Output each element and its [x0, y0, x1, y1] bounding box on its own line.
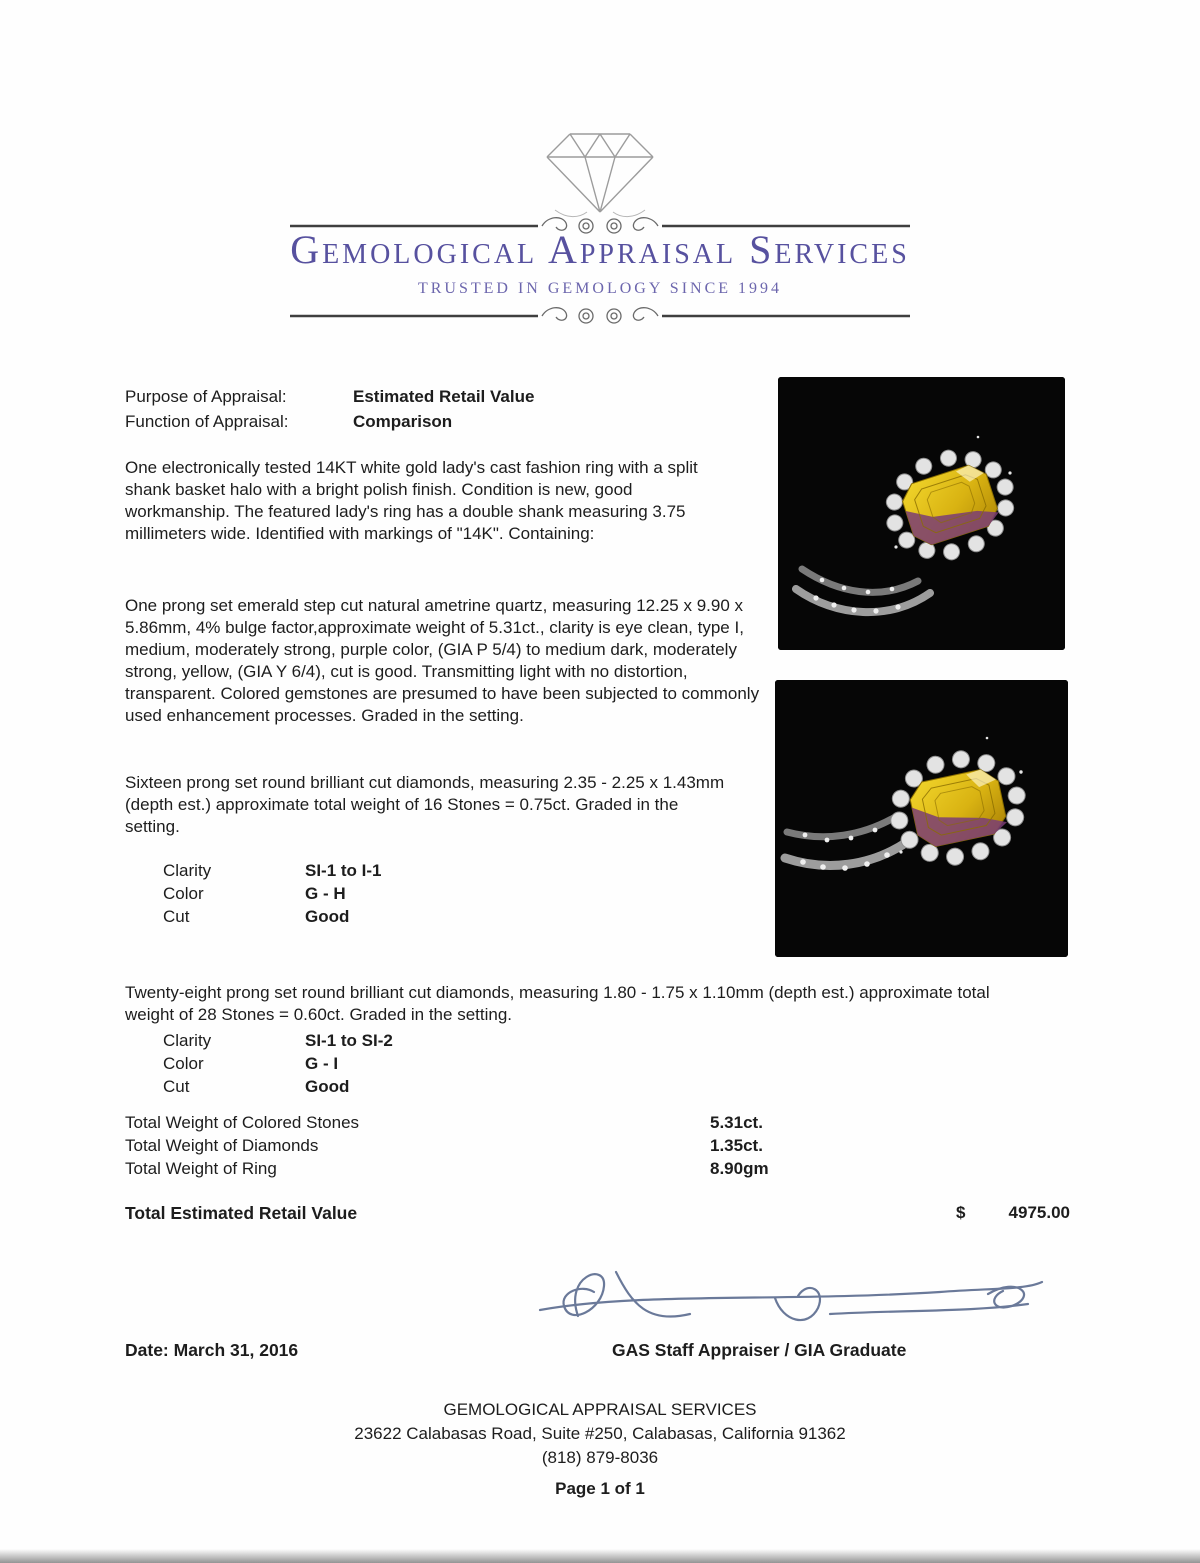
- purpose-value: Estimated Retail Value: [353, 387, 535, 406]
- brand-tagline: TRUSTED IN GEMOLOGY SINCE 1994: [417, 280, 783, 297]
- grade-row: [163, 1030, 393, 1053]
- grade-label-cut: Cut: [163, 1077, 190, 1096]
- paragraph-diamonds-16: Sixteen prong set round brilliant cut diamonds, measuring 2.35 - 2.25 x 1.43mm (depth est.) approximate total weight of 16 Stones = 0.75ct. Graded in the setting.: [125, 773, 725, 836]
- brand-title: Gemological Appraisal Services: [290, 227, 910, 272]
- paragraph-ring-description: One electronically tested 14KT white gold lady's cast fashion ring with a split shank basket halo with a bright polish finish. Condition is new, good workmanship. The featured lady's ring has a double shank measuring 3.75 millimeters wide. Identified with markings of "14K". Containing:: [125, 458, 698, 543]
- grade-label-color: Color: [163, 884, 204, 903]
- total-label-colored-stones: Total Weight of Colored Stones: [125, 1113, 360, 1132]
- grading-table-16: [163, 860, 382, 929]
- grand-total-label: Total Estimated Retail Value: [125, 1203, 358, 1223]
- total-value-diamonds: 1.35ct.: [710, 1136, 763, 1155]
- footer-page-number: Page 1 of 1: [555, 1479, 645, 1498]
- grade-label-clarity: Clarity: [163, 861, 212, 880]
- total-row: [125, 1158, 769, 1181]
- footer-company: GEMOLOGICAL APPRAISAL SERVICES: [443, 1400, 757, 1419]
- total-row: [125, 1112, 769, 1135]
- grade-value-cut: Good: [305, 907, 350, 926]
- appraiser-signature: [520, 1252, 1060, 1349]
- grand-total-amount: 4975.00: [1008, 1203, 1070, 1222]
- grade-label-clarity: Clarity: [163, 1031, 212, 1050]
- total-row: [125, 1135, 769, 1158]
- function-label: Function of Appraisal:: [125, 412, 289, 431]
- appraisal-date: Date: March 31, 2016: [125, 1340, 299, 1360]
- paragraph-center-stone: One prong set emerald step cut natural ametrine quartz, measuring 12.25 x 9.90 x 5.86mm, 4% bulge factor,approximate weight of 5.31ct., clarity is eye clean, type I, medium, moderately strong, purple color, (GIA P 5/4) to medium dark, moderately strong, yellow, (GIA Y 6/4), cut is good. Transmitting light with no distortion, transparent. Colored gemstones are presumed to have been subjected to commonly used enhancement processes. Graded in the setting.: [125, 596, 760, 725]
- total-label-ring: Total Weight of Ring: [125, 1159, 277, 1178]
- grade-row: [163, 1053, 393, 1076]
- appraiser-title: GAS Staff Appraiser / GIA Graduate: [612, 1340, 907, 1360]
- grade-label-color: Color: [163, 1054, 204, 1073]
- total-value-colored-stones: 5.31ct.: [710, 1113, 763, 1132]
- scan-edge-shadow: [0, 1549, 1200, 1563]
- appraisal-meta: [125, 386, 534, 436]
- footer-address: 23622 Calabasas Road, Suite #250, Calabasas, California 91362: [354, 1424, 846, 1443]
- grade-value-cut: Good: [305, 1077, 350, 1096]
- header-rule-bottom: [290, 302, 910, 330]
- grand-total-currency: $: [956, 1203, 966, 1222]
- grade-row: [163, 906, 382, 929]
- purpose-label: Purpose of Appraisal:: [125, 387, 287, 406]
- function-value: Comparison: [353, 412, 453, 431]
- paragraph-diamonds-28: Twenty-eight prong set round brilliant cut diamonds, measuring 1.80 - 1.75 x 1.10mm (depth est.) approximate total weight of 28 Stones = 0.60ct. Graded in the setting.: [125, 983, 990, 1024]
- grade-row: [163, 883, 382, 906]
- grade-value-clarity: SI-1 to SI-2: [305, 1031, 393, 1050]
- grade-label-cut: Cut: [163, 907, 190, 926]
- grading-table-28: [163, 1030, 393, 1099]
- total-label-diamonds: Total Weight of Diamonds: [125, 1136, 319, 1155]
- grade-value-color: G - H: [305, 884, 346, 903]
- ring-photo-bottom: [775, 680, 1068, 957]
- grade-value-color: G - I: [305, 1054, 339, 1073]
- grade-row: [163, 860, 382, 883]
- grade-value-clarity: SI-1 to I-1: [305, 861, 382, 880]
- footer-phone: (818) 879-8036: [541, 1448, 659, 1467]
- grade-row: [163, 1076, 393, 1099]
- total-value-ring: 8.90gm: [710, 1159, 769, 1178]
- weight-totals: [125, 1112, 769, 1181]
- ring-photo-top: [778, 377, 1065, 650]
